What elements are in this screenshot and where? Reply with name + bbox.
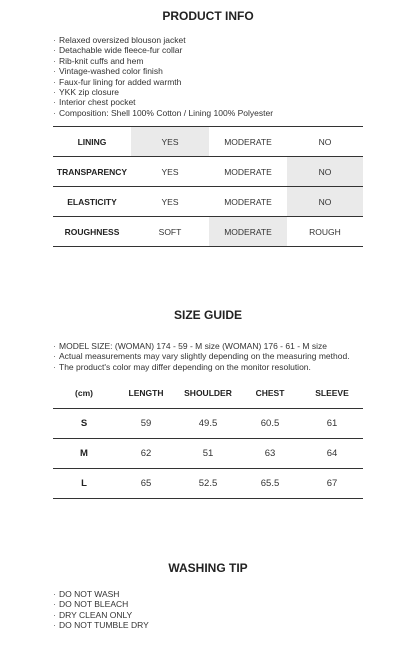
list-item: · Relaxed oversized blouson jacket bbox=[53, 35, 273, 45]
size-value: 52.5 bbox=[177, 469, 239, 499]
attribute-row bbox=[53, 187, 363, 217]
attribute-option: SOFT bbox=[131, 217, 209, 247]
size-header-length: LENGTH bbox=[128, 388, 164, 398]
list-item: · Detachable wide fleece-fur collar bbox=[53, 45, 273, 55]
size-value: 51 bbox=[177, 439, 239, 469]
list-item: · DRY CLEAN ONLY bbox=[53, 610, 149, 620]
list-item: · DO NOT WASH bbox=[53, 589, 149, 599]
product-info-list bbox=[53, 35, 273, 118]
fabric-attributes-table bbox=[53, 126, 363, 247]
list-item: · Composition: Shell 100% Cotton / Lining 100% Polyester bbox=[53, 108, 273, 118]
size-value: 62 bbox=[115, 439, 177, 469]
size-guide-title: SIZE GUIDE bbox=[173, 308, 242, 322]
list-item: · The product's color may differ depending on the monitor resolution. bbox=[53, 362, 350, 372]
list-item: · DO NOT BLEACH bbox=[53, 599, 149, 609]
attribute-row bbox=[53, 157, 363, 187]
size-label: S bbox=[53, 409, 115, 439]
size-table bbox=[53, 378, 363, 499]
size-value: 65.5 bbox=[239, 469, 301, 499]
size-value: 59 bbox=[115, 409, 177, 439]
table-row bbox=[53, 409, 363, 439]
size-guide-notes bbox=[53, 341, 350, 372]
attribute-option: YES bbox=[131, 127, 209, 157]
list-item: · Actual measurements may vary slightly depending on the measuring method. bbox=[53, 351, 350, 361]
attribute-option: MODERATE bbox=[209, 157, 287, 187]
attribute-label: TRANSPARENCY bbox=[53, 157, 131, 187]
washing-tip-list bbox=[53, 589, 149, 631]
attribute-option: ROUGH bbox=[287, 217, 363, 247]
size-value: 64 bbox=[301, 439, 363, 469]
list-item: · Rib-knit cuffs and hem bbox=[53, 56, 273, 66]
size-value: 49.5 bbox=[177, 409, 239, 439]
list-item: · Faux-fur lining for added warmth bbox=[53, 77, 273, 87]
table-row bbox=[53, 469, 363, 499]
attribute-row bbox=[53, 217, 363, 247]
size-label: L bbox=[53, 469, 115, 499]
attribute-option: MODERATE bbox=[209, 217, 287, 247]
attribute-label: ROUGHNESS bbox=[53, 217, 131, 247]
table-row bbox=[53, 439, 363, 469]
attribute-row bbox=[53, 127, 363, 157]
attribute-option: NO bbox=[287, 157, 363, 187]
product-info-title: PRODUCT INFO bbox=[162, 9, 254, 23]
attribute-option: MODERATE bbox=[209, 127, 287, 157]
size-value: 67 bbox=[301, 469, 363, 499]
attribute-label: LINING bbox=[53, 127, 131, 157]
size-value: 61 bbox=[301, 409, 363, 439]
size-header-sleeve: SLEEVE bbox=[315, 388, 349, 398]
attribute-option: YES bbox=[131, 187, 209, 217]
size-value: 60.5 bbox=[239, 409, 301, 439]
size-value: 63 bbox=[239, 439, 301, 469]
list-item: · Interior chest pocket bbox=[53, 97, 273, 107]
attribute-label: ELASTICITY bbox=[53, 187, 131, 217]
size-value: 65 bbox=[115, 469, 177, 499]
size-header-unit: (cm) bbox=[75, 388, 93, 398]
size-label: M bbox=[53, 439, 115, 469]
attribute-option: NO bbox=[287, 187, 363, 217]
list-item: · DO NOT TUMBLE DRY bbox=[53, 620, 149, 630]
list-item: · MODEL SIZE: (WOMAN) 174 - 59 - M size (WOMAN) 176 - 61 - M size bbox=[53, 341, 350, 351]
attribute-option: YES bbox=[131, 157, 209, 187]
list-item: · YKK zip closure bbox=[53, 87, 273, 97]
list-item: · Vintage-washed color finish bbox=[53, 66, 273, 76]
washing-tip-title: WASHING TIP bbox=[168, 561, 248, 575]
size-header-chest: CHEST bbox=[255, 388, 285, 398]
attribute-option: MODERATE bbox=[209, 187, 287, 217]
attribute-option: NO bbox=[287, 127, 363, 157]
size-header-shoulder: SHOULDER bbox=[184, 388, 232, 398]
